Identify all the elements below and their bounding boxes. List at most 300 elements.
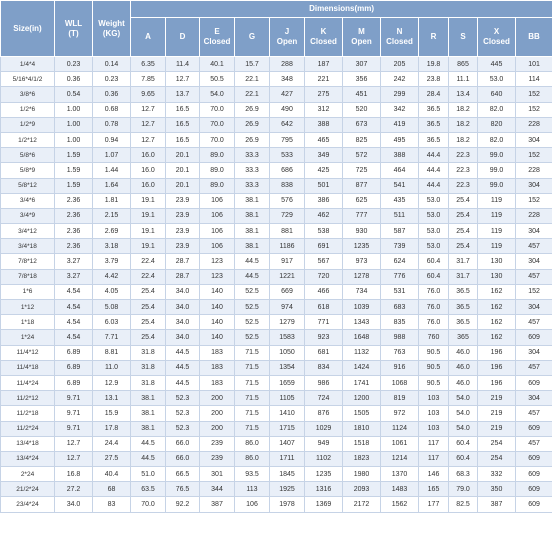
table-row (1, 406, 552, 421)
value-cell: 60.4 (419, 254, 449, 269)
value-cell: 916 (381, 360, 419, 375)
value-cell: 254 (478, 436, 516, 451)
table-row (1, 72, 552, 87)
value-cell: 691 (305, 239, 343, 254)
value-cell: 162 (478, 300, 516, 315)
value-cell: 1124 (381, 421, 419, 436)
value-cell: 70.0 (200, 132, 235, 147)
value-cell: 219 (478, 421, 516, 436)
value-cell: 152 (516, 284, 552, 299)
value-cell: 34.0 (166, 284, 200, 299)
value-cell: 301 (200, 467, 235, 482)
value-cell: 462 (305, 208, 343, 223)
value-cell: 11.0 (93, 360, 131, 375)
value-cell: 16.5 (166, 117, 200, 132)
value-cell: 119 (478, 224, 516, 239)
header-dim-11: BB (516, 18, 552, 57)
value-cell: 6.89 (55, 360, 93, 375)
value-cell: 114 (516, 72, 552, 87)
value-cell: 304 (516, 178, 552, 193)
value-cell: 16.0 (131, 163, 166, 178)
value-cell: 31.7 (449, 254, 478, 269)
value-cell: 2172 (343, 497, 381, 512)
table-row (1, 497, 552, 512)
table-row (1, 345, 552, 360)
value-cell: 1648 (343, 330, 381, 345)
value-cell: 4.05 (93, 284, 131, 299)
value-cell: 466 (305, 284, 343, 299)
value-cell: 12.7 (131, 117, 166, 132)
value-cell: 457 (516, 436, 552, 451)
value-cell: 1235 (305, 467, 343, 482)
value-cell: 819 (381, 391, 419, 406)
value-cell: 34.0 (55, 497, 93, 512)
size-cell: 7/8*18 (1, 269, 55, 284)
header-dim-0: A (131, 18, 166, 57)
value-cell: 99.0 (478, 163, 516, 178)
value-cell: 1354 (270, 360, 305, 375)
value-cell: 795 (270, 132, 305, 147)
value-cell: 386 (305, 193, 343, 208)
value-cell: 44.5 (235, 254, 270, 269)
value-cell: 16.8 (55, 467, 93, 482)
value-cell: 36.5 (419, 132, 449, 147)
value-cell: 34.0 (166, 300, 200, 315)
size-cell: 11/2*12 (1, 391, 55, 406)
value-cell: 1845 (270, 467, 305, 482)
value-cell: 140 (200, 284, 235, 299)
size-cell: 5/8*12 (1, 178, 55, 193)
value-cell: 572 (343, 148, 381, 163)
table-row (1, 87, 552, 102)
value-cell: 99.0 (478, 178, 516, 193)
value-cell: 7.85 (131, 72, 166, 87)
value-cell: 17.8 (93, 421, 131, 436)
value-cell: 1343 (343, 315, 381, 330)
value-cell: 22.4 (131, 269, 166, 284)
value-cell: 609 (516, 421, 552, 436)
value-cell: 71.5 (235, 391, 270, 406)
value-cell: 838 (270, 178, 305, 193)
value-cell: 31.8 (131, 345, 166, 360)
value-cell: 177 (419, 497, 449, 512)
value-cell: 44.5 (166, 345, 200, 360)
value-cell: 152 (516, 102, 552, 117)
header-dim-1: D (166, 18, 200, 57)
value-cell: 38.1 (131, 391, 166, 406)
value-cell: 865 (449, 57, 478, 72)
value-cell: 1.59 (55, 178, 93, 193)
value-cell: 23.9 (166, 224, 200, 239)
value-cell: 86.0 (235, 451, 270, 466)
value-cell: 917 (270, 254, 305, 269)
value-cell: 6.03 (93, 315, 131, 330)
value-cell: 44.5 (131, 436, 166, 451)
header-dim-6: M Open (343, 18, 381, 57)
value-cell: 1741 (343, 375, 381, 390)
value-cell: 12.9 (93, 375, 131, 390)
value-cell: 1221 (270, 269, 305, 284)
value-cell: 4.54 (55, 300, 93, 315)
value-cell: 1132 (343, 345, 381, 360)
value-cell: 304 (516, 224, 552, 239)
value-cell: 0.23 (55, 57, 93, 72)
value-cell: 76.0 (419, 315, 449, 330)
size-cell: 1/4*4 (1, 57, 55, 72)
value-cell: 2.36 (55, 208, 93, 223)
value-cell: 16.0 (131, 148, 166, 163)
value-cell: 986 (305, 375, 343, 390)
value-cell: 90.5 (419, 345, 449, 360)
value-cell: 106 (235, 497, 270, 512)
value-cell: 70.0 (131, 497, 166, 512)
value-cell: 511 (381, 208, 419, 223)
value-cell: 200 (200, 406, 235, 421)
value-cell: 19.1 (131, 239, 166, 254)
value-cell: 13.4 (449, 87, 478, 102)
size-cell: 5/16*4/1/2 (1, 72, 55, 87)
value-cell: 669 (270, 284, 305, 299)
value-cell: 53.0 (419, 208, 449, 223)
value-cell: 1369 (305, 497, 343, 512)
value-cell: 200 (200, 421, 235, 436)
value-cell: 165 (419, 482, 449, 497)
value-cell: 152 (516, 87, 552, 102)
table-header (1, 1, 552, 57)
value-cell: 445 (478, 57, 516, 72)
value-cell: 876 (305, 406, 343, 421)
value-cell: 22.3 (449, 148, 478, 163)
value-cell: 38.1 (235, 208, 270, 223)
table-row (1, 482, 552, 497)
value-cell: 464 (381, 163, 419, 178)
header-dim-3: G (235, 18, 270, 57)
size-cell: 5/8*6 (1, 148, 55, 163)
value-cell: 760 (419, 330, 449, 345)
value-cell: 304 (516, 391, 552, 406)
value-cell: 71.5 (235, 360, 270, 375)
value-cell: 1518 (343, 436, 381, 451)
size-cell: 1/2*9 (1, 117, 55, 132)
value-cell: 1424 (343, 360, 381, 375)
value-cell: 228 (516, 117, 552, 132)
value-cell: 2.69 (93, 224, 131, 239)
value-cell: 609 (516, 482, 552, 497)
value-cell: 79.0 (449, 482, 478, 497)
size-cell: 7/8*12 (1, 254, 55, 269)
value-cell: 123 (200, 269, 235, 284)
value-cell: 83 (93, 497, 131, 512)
value-cell: 609 (516, 467, 552, 482)
value-cell: 33.3 (235, 148, 270, 163)
value-cell: 356 (343, 72, 381, 87)
header-dim-5: K Closed (305, 18, 343, 57)
value-cell: 0.23 (93, 72, 131, 87)
size-cell: 5/8*9 (1, 163, 55, 178)
value-cell: 3.27 (55, 269, 93, 284)
value-cell: 1.00 (55, 132, 93, 147)
value-cell: 342 (381, 102, 419, 117)
table-row (1, 254, 552, 269)
value-cell: 16.0 (131, 178, 166, 193)
value-cell: 34.0 (166, 315, 200, 330)
table-row (1, 330, 552, 345)
value-cell: 1061 (381, 436, 419, 451)
value-cell: 11.4 (166, 57, 200, 72)
value-cell: 332 (478, 467, 516, 482)
value-cell: 5.08 (93, 300, 131, 315)
value-cell: 881 (270, 224, 305, 239)
value-cell: 949 (305, 436, 343, 451)
value-cell: 19.1 (131, 224, 166, 239)
table-row (1, 300, 552, 315)
size-cell: 11/2*24 (1, 421, 55, 436)
value-cell: 254 (478, 451, 516, 466)
value-cell: 22.1 (235, 87, 270, 102)
value-cell: 130 (478, 254, 516, 269)
value-cell: 7.71 (93, 330, 131, 345)
value-cell: 419 (381, 117, 419, 132)
value-cell: 27.2 (55, 482, 93, 497)
value-cell: 4.42 (93, 269, 131, 284)
value-cell: 1235 (343, 239, 381, 254)
value-cell: 103 (419, 421, 449, 436)
value-cell: 683 (381, 300, 419, 315)
value-cell: 673 (343, 117, 381, 132)
value-cell: 1.44 (93, 163, 131, 178)
value-cell: 219 (478, 406, 516, 421)
table-row (1, 208, 552, 223)
value-cell: 1810 (343, 421, 381, 436)
size-cell: 11/4*18 (1, 360, 55, 375)
value-cell: 44.5 (166, 375, 200, 390)
value-cell: 22.1 (235, 72, 270, 87)
value-cell: 63.5 (131, 482, 166, 497)
value-cell: 533 (270, 148, 305, 163)
value-cell: 567 (305, 254, 343, 269)
size-cell: 1/2*6 (1, 102, 55, 117)
value-cell: 344 (200, 482, 235, 497)
value-cell: 1483 (381, 482, 419, 497)
value-cell: 27.5 (93, 451, 131, 466)
value-cell: 1.81 (93, 193, 131, 208)
header-size: Size(in) (1, 1, 55, 57)
value-cell: 46.0 (449, 375, 478, 390)
value-cell: 76.0 (419, 284, 449, 299)
value-cell: 4.54 (55, 284, 93, 299)
value-cell: 119 (478, 208, 516, 223)
value-cell: 82.5 (449, 497, 478, 512)
value-cell: 739 (381, 239, 419, 254)
value-cell: 820 (478, 117, 516, 132)
value-cell: 776 (381, 269, 419, 284)
value-cell: 4.54 (55, 330, 93, 345)
value-cell: 23.8 (419, 72, 449, 87)
size-cell: 21/2*24 (1, 482, 55, 497)
size-cell: 23/4*24 (1, 497, 55, 512)
value-cell: 13.7 (166, 87, 200, 102)
value-cell: 19.8 (419, 57, 449, 72)
value-cell: 25.4 (449, 239, 478, 254)
value-cell: 3.18 (93, 239, 131, 254)
value-cell: 12.7 (55, 451, 93, 466)
size-cell: 3/4*12 (1, 224, 55, 239)
value-cell: 113 (235, 482, 270, 497)
size-cell: 1*12 (1, 300, 55, 315)
table-row (1, 269, 552, 284)
table-row (1, 421, 552, 436)
value-cell: 1980 (343, 467, 381, 482)
value-cell: 2.36 (55, 224, 93, 239)
table-row (1, 451, 552, 466)
value-cell: 119 (478, 193, 516, 208)
value-cell: 457 (516, 315, 552, 330)
table-row (1, 132, 552, 147)
value-cell: 2.15 (93, 208, 131, 223)
value-cell: 54.0 (449, 421, 478, 436)
value-cell: 642 (270, 117, 305, 132)
value-cell: 71.5 (235, 406, 270, 421)
value-cell: 44.4 (419, 178, 449, 193)
value-cell: 54.0 (449, 391, 478, 406)
value-cell: 686 (270, 163, 305, 178)
value-cell: 106 (200, 224, 235, 239)
size-cell: 11/4*12 (1, 345, 55, 360)
value-cell: 734 (343, 284, 381, 299)
value-cell: 33.3 (235, 178, 270, 193)
value-cell: 66.5 (166, 467, 200, 482)
value-cell: 618 (305, 300, 343, 315)
value-cell: 25.4 (131, 284, 166, 299)
size-cell: 3/8*6 (1, 87, 55, 102)
size-cell: 1*18 (1, 315, 55, 330)
value-cell: 0.36 (93, 87, 131, 102)
value-cell: 54.0 (449, 406, 478, 421)
value-cell: 196 (478, 375, 516, 390)
value-cell: 19.1 (131, 193, 166, 208)
table-row (1, 57, 552, 72)
value-cell: 82.0 (478, 132, 516, 147)
table-body (1, 57, 552, 513)
value-cell: 538 (305, 224, 343, 239)
value-cell: 587 (381, 224, 419, 239)
value-cell: 46.0 (449, 345, 478, 360)
value-cell: 20.1 (166, 178, 200, 193)
header-dim-10: X Closed (478, 18, 516, 57)
value-cell: 1562 (381, 497, 419, 512)
value-cell: 52.3 (166, 421, 200, 436)
value-cell: 38.1 (131, 406, 166, 421)
value-cell: 365 (449, 330, 478, 345)
table-row (1, 148, 552, 163)
value-cell: 82.0 (478, 102, 516, 117)
value-cell: 495 (381, 132, 419, 147)
value-cell: 52.5 (235, 284, 270, 299)
header-wll: WLL (T) (55, 1, 93, 57)
value-cell: 239 (200, 451, 235, 466)
value-cell: 196 (478, 360, 516, 375)
value-cell: 99.0 (478, 148, 516, 163)
value-cell: 53.0 (478, 72, 516, 87)
value-cell: 435 (381, 193, 419, 208)
value-cell: 6.89 (55, 375, 93, 390)
header-dim-9: S (449, 18, 478, 57)
value-cell: 13.1 (93, 391, 131, 406)
value-cell: 18.2 (449, 102, 478, 117)
value-cell: 25.4 (449, 193, 478, 208)
value-cell: 457 (516, 269, 552, 284)
value-cell: 490 (270, 102, 305, 117)
value-cell: 50.5 (200, 72, 235, 87)
value-cell: 16.5 (166, 132, 200, 147)
value-cell: 44.5 (235, 269, 270, 284)
value-cell: 196 (478, 345, 516, 360)
header-weight: Weight (KG) (93, 1, 131, 57)
value-cell: 974 (270, 300, 305, 315)
value-cell: 71.5 (235, 421, 270, 436)
size-cell: 3/4*18 (1, 239, 55, 254)
value-cell: 1.64 (93, 178, 131, 193)
value-cell: 103 (419, 406, 449, 421)
value-cell: 1279 (270, 315, 305, 330)
header-dim-7: N Closed (381, 18, 419, 57)
value-cell: 20.1 (166, 163, 200, 178)
header-dim-2: E Closed (200, 18, 235, 57)
table-row (1, 102, 552, 117)
value-cell: 640 (478, 87, 516, 102)
value-cell: 19.1 (131, 208, 166, 223)
value-cell: 576 (270, 193, 305, 208)
value-cell: 1823 (343, 451, 381, 466)
value-cell: 162 (478, 284, 516, 299)
value-cell: 52.5 (235, 330, 270, 345)
value-cell: 9.71 (55, 406, 93, 421)
value-cell: 724 (305, 391, 343, 406)
value-cell: 66.0 (166, 451, 200, 466)
value-cell: 28.7 (166, 269, 200, 284)
value-cell: 312 (305, 102, 343, 117)
value-cell: 1978 (270, 497, 305, 512)
value-cell: 38.1 (235, 239, 270, 254)
value-cell: 387 (478, 497, 516, 512)
value-cell: 387 (200, 497, 235, 512)
value-cell: 25.4 (449, 224, 478, 239)
header-dim-8: R (419, 18, 449, 57)
value-cell: 140 (200, 300, 235, 315)
table-row (1, 391, 552, 406)
table-row (1, 360, 552, 375)
value-cell: 0.14 (93, 57, 131, 72)
value-cell: 8.81 (93, 345, 131, 360)
value-cell: 162 (478, 330, 516, 345)
value-cell: 681 (305, 345, 343, 360)
size-cell: 1/2*12 (1, 132, 55, 147)
value-cell: 44.4 (419, 148, 449, 163)
table-row (1, 284, 552, 299)
value-cell: 70.0 (200, 117, 235, 132)
value-cell: 457 (516, 406, 552, 421)
value-cell: 299 (381, 87, 419, 102)
value-cell: 31.7 (449, 269, 478, 284)
value-cell: 1039 (343, 300, 381, 315)
value-cell: 16.5 (166, 102, 200, 117)
value-cell: 22.3 (449, 178, 478, 193)
value-cell: 23.9 (166, 239, 200, 254)
value-cell: 349 (305, 148, 343, 163)
value-cell: 101 (516, 57, 552, 72)
value-cell: 117 (419, 451, 449, 466)
size-cell: 13/4*18 (1, 436, 55, 451)
